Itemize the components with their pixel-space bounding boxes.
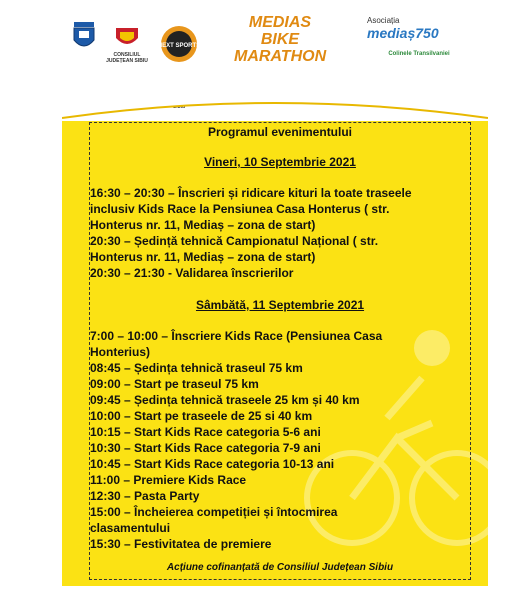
day2-heading: Sâmbătă, 11 Septembrie 2021: [195, 298, 365, 312]
day1-line: inclusiv Kids Race la Pensiunea Casa Honterus ( str.: [90, 202, 390, 216]
day2-line: 10:15 – Start Kids Race categoria 5-6 ani: [90, 425, 321, 439]
day2-line: clasamentului: [90, 521, 171, 535]
cofinancing-footer: Acțiune cofinanțată de Consiliul Județean Sibiu: [166, 562, 394, 573]
day2-line: 11:00 – Premiere Kids Race: [90, 473, 247, 487]
medias750-text: mediaș750: [367, 25, 439, 41]
county-council-crest-icon: [114, 26, 140, 50]
day2-line: 15:00 – Încheierea competiției și întocmirea: [90, 505, 338, 519]
event-logo-line2: BIKE: [260, 31, 300, 48]
city-crest-icon: [72, 22, 96, 52]
day2-line: 10:45 – Start Kids Race categoria 10-13 ani: [90, 457, 335, 471]
day2-line: 09:00 – Start pe traseul 75 km: [90, 377, 259, 391]
day1-line: 16:30 – 20:30 – Înscrieri și ridicare kituri la toate traseele: [90, 186, 412, 200]
day2-line: 08:45 – Ședința tehnică traseul 75 km: [90, 361, 303, 375]
day2-line: 15:30 – Festivitatea de premiere: [90, 537, 272, 551]
program-box: [89, 122, 471, 580]
sibiu-caption: Sibiu: [172, 104, 186, 110]
day1-heading: Vineri, 10 Septembrie 2021: [204, 155, 356, 169]
event-logo-line3: MARATHON: [234, 48, 327, 65]
day2-line: 12:30 – Pasta Party: [90, 489, 200, 503]
county-council-caption: CONSILIUL JUDEȚEAN SIBIU: [106, 52, 148, 64]
day2-line: 09:45 – Ședința tehnică traseele 25 km și 40 km: [90, 393, 360, 407]
program-title: Programul evenimentului: [207, 125, 353, 139]
colinele-text: Colinele Transilvaniei: [388, 51, 450, 57]
day1-line: Honterus nr. 11, Mediaș – zona de start): [90, 250, 316, 264]
event-poster: [62, 8, 488, 586]
medias750-logo: [367, 16, 477, 41]
day2-line: 7:00 – 10:00 – Înscriere Kids Race (Pensiunea Casa: [90, 329, 383, 343]
day1-line: 20:30 – Ședință tehnică Campionatul Național ( str.: [90, 234, 379, 248]
day2-line: 10:30 – Start Kids Race categoria 7-9 ani: [90, 441, 321, 455]
asociatia-text: Asociația: [367, 16, 400, 25]
event-logo: [234, 14, 326, 65]
day2-line: 10:00 – Start pe traseele de 25 si 40 km: [90, 409, 313, 423]
day1-line: Honterus nr. 11, Mediaș – zona de start): [90, 218, 316, 232]
event-logo-line1: MEDIAS: [248, 14, 312, 31]
day2-line: Honterius): [90, 345, 150, 359]
colinele-logo: [384, 50, 454, 58]
next-sports-caption: NEXT SPORTS: [157, 43, 201, 49]
day1-line: 20:30 – 21:30 - Validarea înscrierilor: [90, 266, 294, 280]
